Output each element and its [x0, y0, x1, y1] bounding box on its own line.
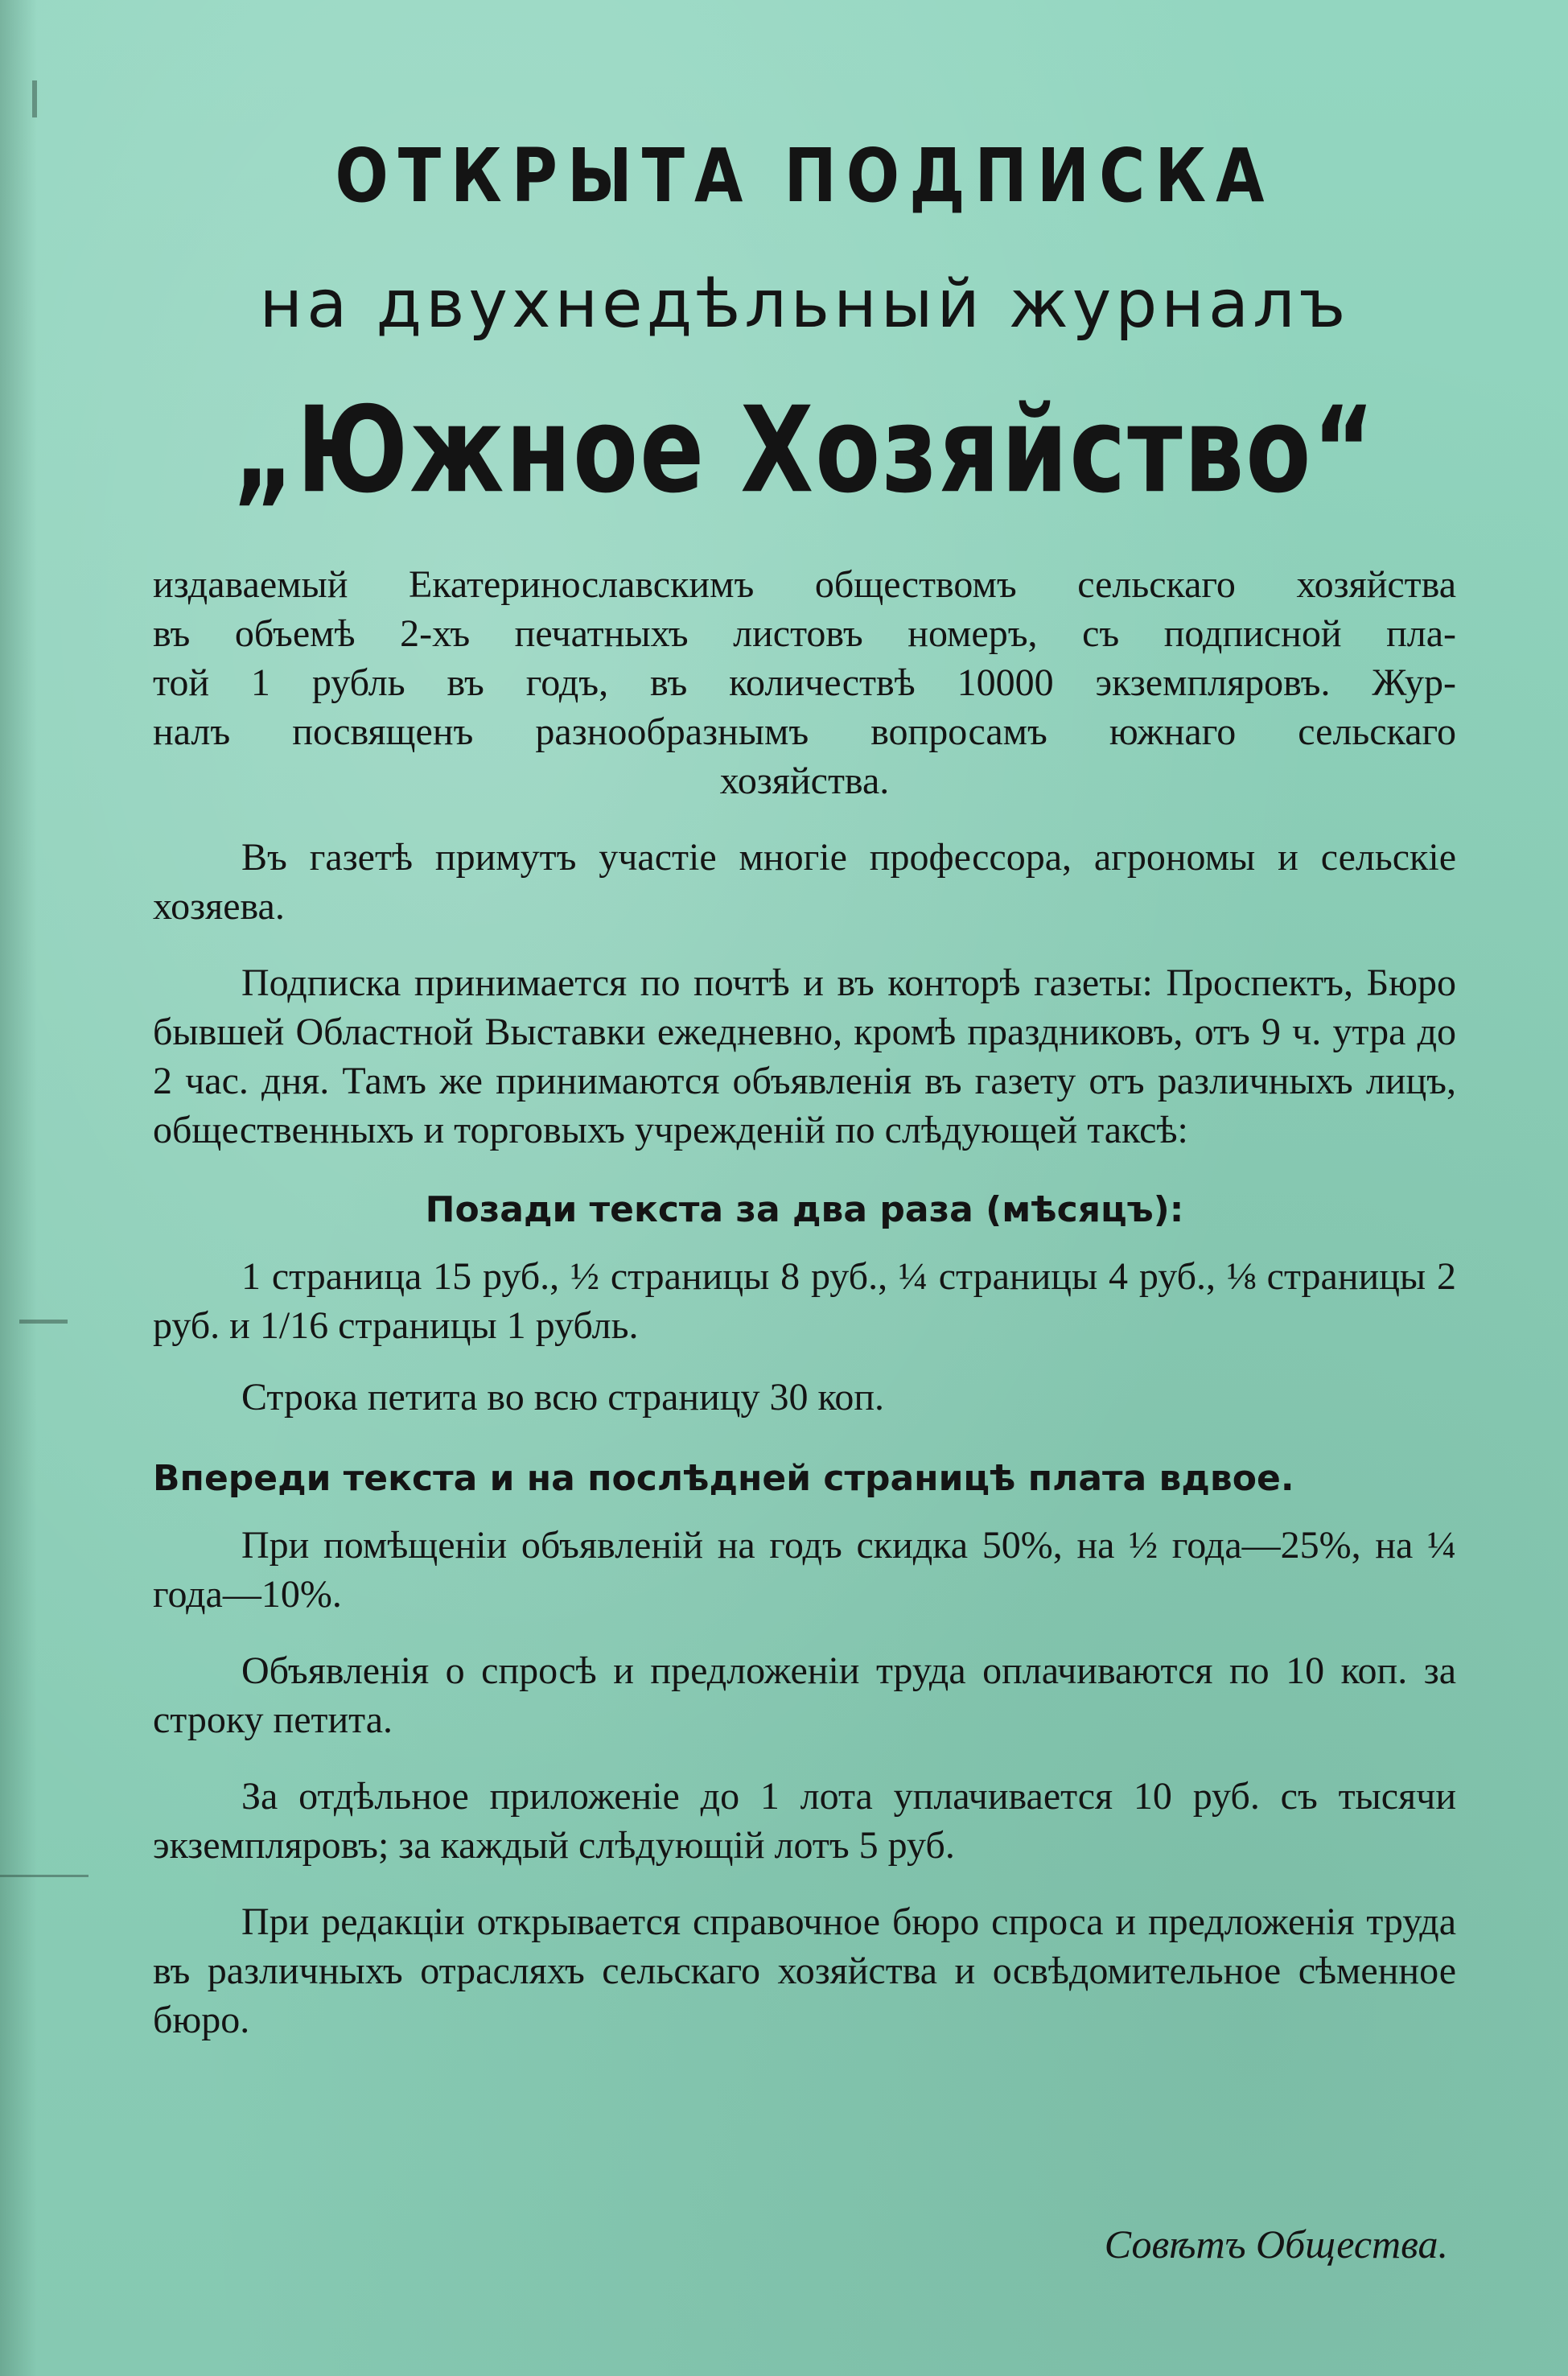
- journal-title: „Южное Хозяйство“: [233, 380, 1377, 520]
- bureau-paragraph: При редакціи открывается справочное бюро спроса и предложенія труда въ различныхъ отрасляхъ сельскаго хозяйства и освѣдомительное сѣменное бюро.: [153, 1900, 1456, 2041]
- subheading: на двухнедѣльный журналъ: [259, 266, 1350, 343]
- front-rates-heading: Впереди текста и на послѣдней страницѣ плата вдвое.: [153, 1458, 1294, 1499]
- participants-paragraph: Въ газетѣ примутъ участіе многіе профессора, агрономы и сельскіе хозяева.: [153, 836, 1456, 928]
- discount-paragraph: При помѣщеніи объявленій на годъ скидка 50%, на ½ года—25%, на ¼ года—10%.: [153, 1524, 1456, 1616]
- page-edge-shadow: [0, 0, 37, 2376]
- paper-mark: [32, 80, 37, 117]
- labour-ads-paragraph: Объявленія о спросѣ и предложеніи труда оплачиваются по 10 коп. за строку петита.: [153, 1649, 1456, 1741]
- intro-line: налъ посвященъ разнообразнымъ вопросамъ южнаго сельскаго: [153, 710, 1456, 753]
- petit-line-paragraph: Строка петита во всю страницу 30 коп.: [241, 1376, 885, 1419]
- supplement-paragraph: За отдѣльное приложеніе до 1 лота уплачивается 10 руб. съ тысячи экземпляровъ; за каждый слѣдующій лотъ 5 руб.: [153, 1775, 1456, 1867]
- intro-line: той 1 рубль въ годъ, въ количествѣ 10000 экземпляровъ. Жур-: [153, 661, 1456, 704]
- back-rates-heading: Позади текста за два раза (мѣсяцъ):: [425, 1189, 1184, 1230]
- paper-mark: [0, 1875, 88, 1877]
- heading: ОТКРЫТА ПОДПИСКА: [335, 134, 1274, 220]
- document-content: [153, 121, 1456, 2045]
- intro-line: издаваемый Екатеринославскимъ обществомъ сельскаго хозяйства: [153, 563, 1456, 606]
- intro-paragraph: [153, 560, 1456, 805]
- signature: Совѣтъ Общества.: [1104, 2222, 1448, 2267]
- back-prices-paragraph: 1 страница 15 руб., ½ страницы 8 руб., ¼ страницы 4 руб., ⅛ страницы 2 руб. и 1/16 страницы 1 рубль.: [153, 1255, 1456, 1347]
- intro-line: хозяйства.: [719, 760, 890, 802]
- subscription-paragraph: Подписка принимается по почтѣ и въ конторѣ газеты: Проспектъ, Бюро бывшей Областной Выставки ежедневно, кромѣ праздниковъ, отъ 9 ч. утра до 2 час. дня. Тамъ же принимаются объявленія въ газету отъ различныхъ лицъ, общественныхъ и торговыхъ учрежденій по слѣдующей таксѣ:: [153, 962, 1456, 1151]
- intro-line: въ объемѣ 2-хъ печатныхъ листовъ номеръ, съ подписной пла-: [153, 612, 1456, 655]
- paper-mark: [19, 1320, 68, 1324]
